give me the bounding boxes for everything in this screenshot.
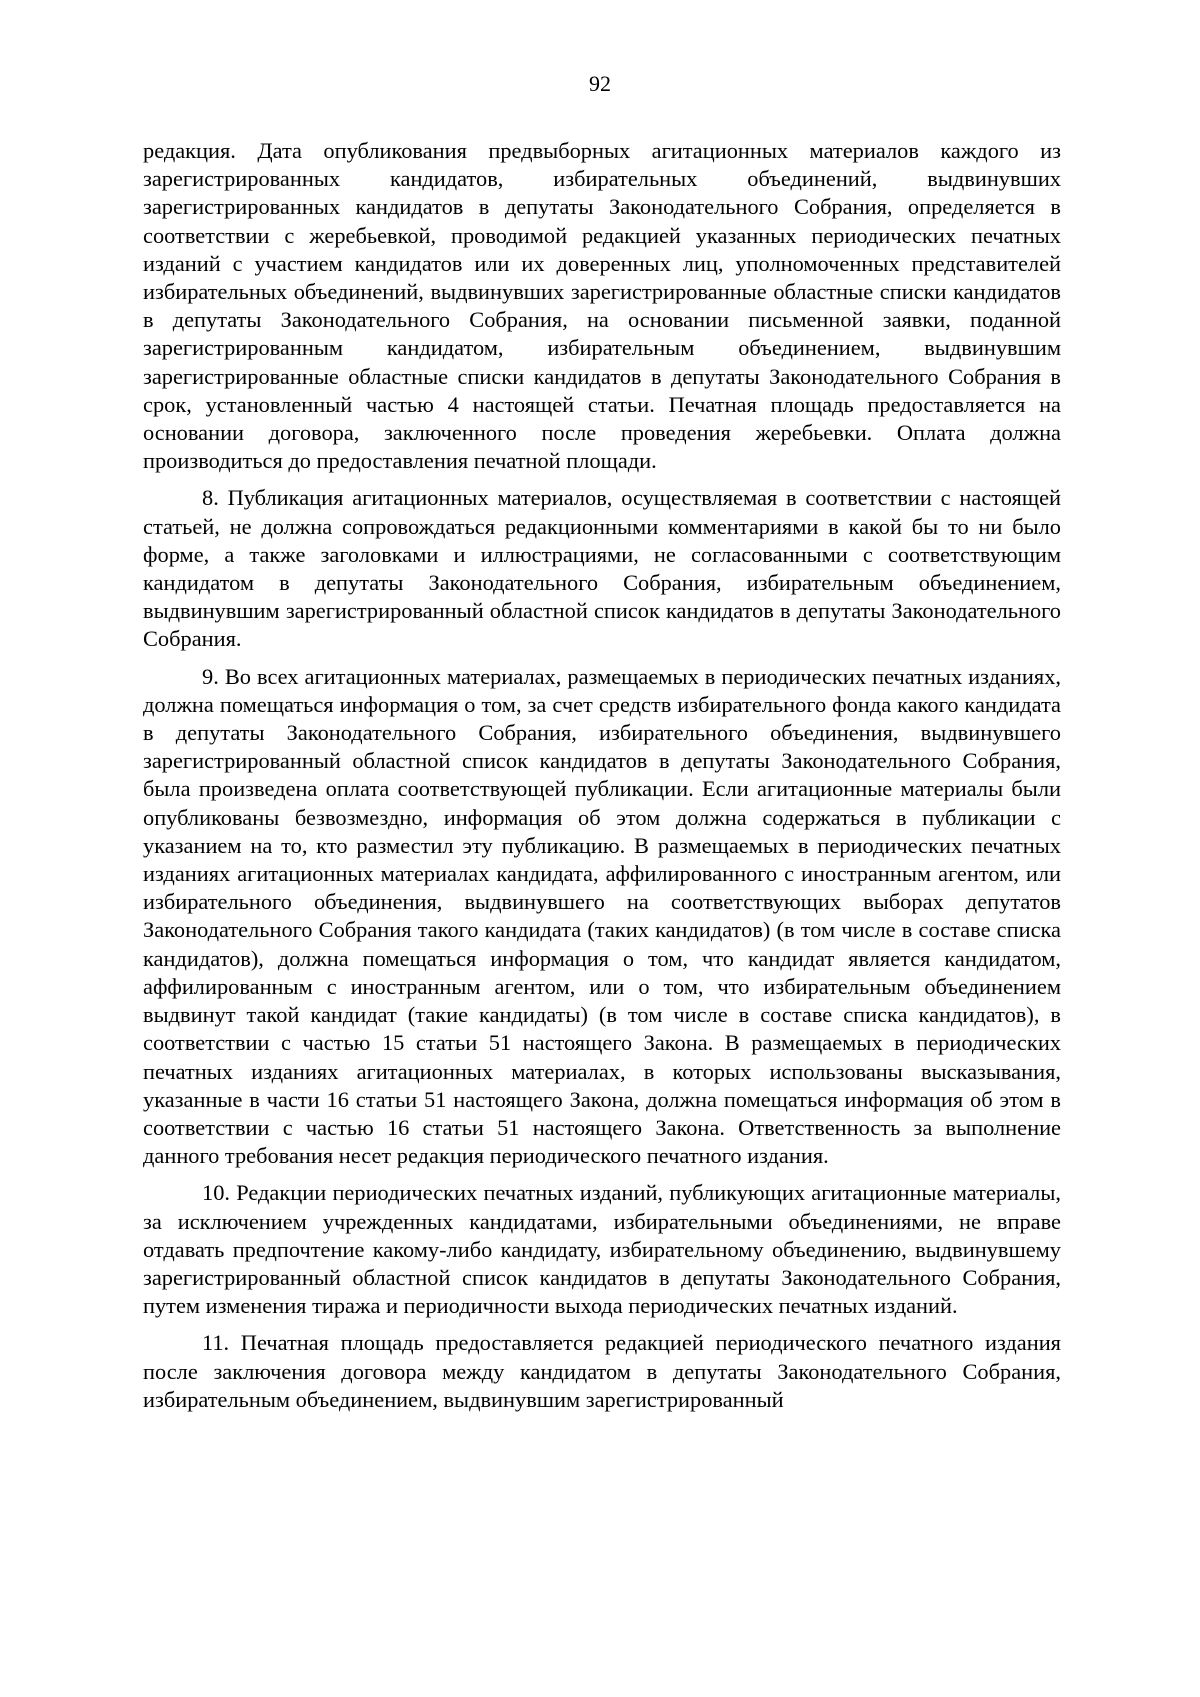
paragraph-9: 9. Во всех агитационных материалах, размещаемых в периодических печатных изданиях, должна помещаться информация о том, за счет средств избирательного фонда какого кандидата в депутаты Законодательного Собрания, избирательного объединения, выдвинувшего зарегистрированный областной список кандидатов в депутаты Законодательного Собрания, была произведена оплата соответствующей публикации. Если агитационные материалы были опубликованы безвозмездно, информация об этом должна содержаться в публикации с указанием на то, кто разместил эту публикацию. В размещаемых в периодических печатных изданиях агитационных материалах кандидата, аффилированного с иностранным агентом, или избирательного объединения, выдвинувшего на соответствующих выборах депутатов Законодательного Собрания такого кандидата (таких кандидатов) (в том числе в составе списка кандидатов), должна помещаться информация о том, что кандидат является кандидатом, аффилированным с иностранным агентом, или о том, что избирательным объединением выдвинут такой кандидат (такие кандидаты) (в том числе в составе списка кандидатов), в соответствии с частью 15 статьи 51 настоящего Закона. В размещаемых в периодических печатных изданиях агитационных материалах, в которых использованы высказывания, указанные в части 16 статьи 51 настоящего Закона, должна помещаться информация об этом в соответствии с частью 16 статьи 51 настоящего Закона. Ответственность за выполнение данного требования несет редакция периодического печатного издания. [143,663,1061,1169]
paragraph-10: 10. Редакции периодических печатных изданий, публикующих агитационные материалы, за исключением учрежденных кандидатами, избирательными объединениями, не вправе отдавать предпочтение какому-либо кандидату, избирательному объединению, выдвинувшему зарегистрированный областной список кандидатов в депутаты Законодательного Собрания, путем изменения тиража и периодичности выхода периодических печатных изданий. [143,1180,1061,1319]
paragraph-continuation: редакция. Дата опубликования предвыборных агитационных материалов каждого из зарегистрированных кандидатов, избирательных объединений, выдвинувших зарегистрированных кандидатов в депутаты Законодательного Собрания, определяется в соответствии с жеребьевкой, проводимой редакцией указанных периодических печатных изданий с участием кандидатов или их доверенных лиц, уполномоченных представителей избирательных объединений, выдвинувших зарегистрированные областные списки кандидатов в депутаты Законодательного Собрания, на основании письменной заявки, поданной зарегистрированным кандидатом, избирательным объединением, выдвинувшим зарегистрированные областные списки кандидатов в депутаты Законодательного Собрания в срок, установленный частью 4 настоящей статьи. Печатная площадь предоставляется на основании договора, заключенного после проведения жеребьевки. Оплата должна производиться до предоставления печатной площади. [143,138,1061,474]
paragraph-8: 8. Публикация агитационных материалов, осуществляемая в соответствии с настоящей статьей, не должна сопровождаться редакционными комментариями в какой бы то ни было форме, а также заголовками и иллюстрациями, не согласованными с соответствующим кандидатом в депутаты Законодательного Собрания, избирательным объединением, выдвинувшим зарегистрированный областной список кандидатов в депутаты Законодательного Собрания. [143,485,1061,652]
document-body [143,137,1061,1414]
paragraph-11: 11. Печатная площадь предоставляется редакцией периодического печатного издания после заключения договора между кандидатом в депутаты Законодательного Собрания, избирательным объединением, выдвинувшим зарегистрированный [143,1330,1061,1412]
page-number: 92 [589,71,611,96]
